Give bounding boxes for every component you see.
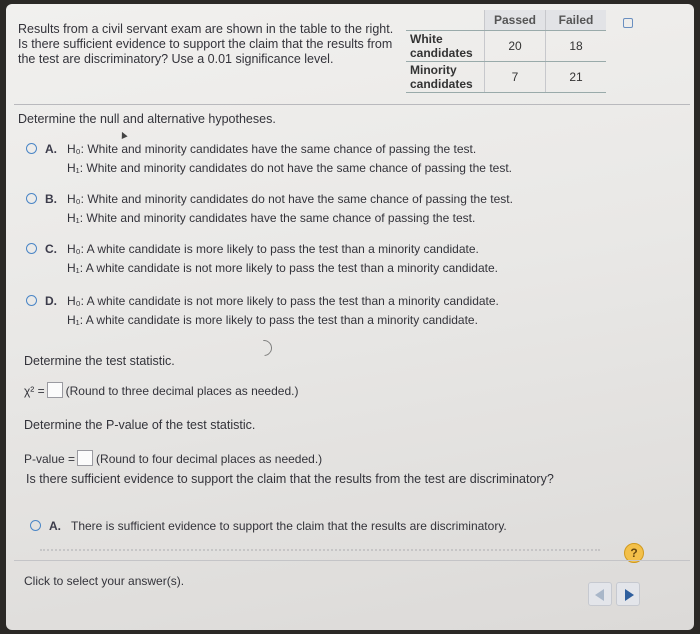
h0-text: A white candidate is more likely to pass the test than a minority candidate. xyxy=(86,242,479,256)
screen-glare xyxy=(253,337,276,360)
question-hypotheses: Determine the null and alternative hypotheses. xyxy=(18,112,276,126)
previous-button[interactable] xyxy=(588,582,612,606)
question-test-statistic: Determine the test statistic. xyxy=(24,354,175,368)
copy-table-icon[interactable] xyxy=(623,18,633,28)
status-text: Click to select your answer(s). xyxy=(24,574,185,588)
table-row xyxy=(406,62,606,93)
option-letter: A. xyxy=(49,519,61,533)
radio-icon[interactable] xyxy=(30,520,41,531)
chi-square-label: χ² = xyxy=(24,384,45,398)
arrow-left-icon xyxy=(595,589,604,601)
option-text: There is sufficient evidence to support the claim that the results are discriminatory. xyxy=(71,519,507,533)
h1-text: A white candidate is not more likely to pass the test than a minority candidate. xyxy=(85,261,498,275)
h0-text: A white candidate is not more likely to pass the test than a minority candidate. xyxy=(86,294,499,308)
h1-label: H₁: xyxy=(67,313,84,327)
option-letter: A. xyxy=(45,142,57,156)
h1-label: H₁: xyxy=(67,161,84,175)
option-letter: D. xyxy=(45,294,57,308)
table-row xyxy=(406,31,606,62)
cell-minority-passed: 7 xyxy=(485,62,546,93)
hidden-options-edge xyxy=(40,549,600,557)
h1-label: H₁: xyxy=(67,261,84,275)
question-panel xyxy=(6,4,694,630)
h1-text: White and minority candidates have the same chance of passing the test. xyxy=(86,211,476,225)
p-value-hint: (Round to four decimal places as needed.) xyxy=(96,452,323,466)
chi-square-hint: (Round to three decimal places as needed.) xyxy=(65,384,299,398)
column-header-failed: Failed xyxy=(546,10,607,31)
radio-icon[interactable] xyxy=(26,143,37,154)
h0-label: H₀: xyxy=(67,192,84,206)
cell-white-failed: 18 xyxy=(546,31,607,62)
question-conclusion: Is there sufficient evidence to support the claim that the results from the test are discriminatory? xyxy=(26,472,554,486)
cell-minority-failed: 21 xyxy=(546,62,607,93)
p-value-row xyxy=(24,450,322,466)
h0-text: White and minority candidates do not have the same chance of passing the test. xyxy=(87,192,513,206)
problem-statement: Results from a civil servant exam are shown in the table to the right. Is there sufficient evidence to support the claim that the results from the test are discriminatory? Use a 0.01 significance level. xyxy=(18,22,394,66)
radio-icon[interactable] xyxy=(26,243,37,254)
mouse-cursor-icon: ▲ xyxy=(115,127,131,143)
h0-text: White and minority candidates have the same chance of passing the test. xyxy=(87,142,477,156)
footer-divider xyxy=(14,560,690,561)
option-letter: C. xyxy=(45,242,57,256)
next-button[interactable] xyxy=(616,582,640,606)
row-header-white: White candidates xyxy=(406,31,485,62)
question-p-value: Determine the P-value of the test statistic. xyxy=(24,418,256,432)
chi-square-row xyxy=(24,382,298,398)
arrow-right-icon xyxy=(625,589,634,601)
h0-label: H₀: xyxy=(67,294,84,308)
radio-icon[interactable] xyxy=(26,295,37,306)
h0-label: H₀: xyxy=(67,142,84,156)
row-header-minority: Minority candidates xyxy=(406,62,485,93)
cell-white-passed: 20 xyxy=(485,31,546,62)
h1-text: White and minority candidates do not have the same chance of passing the test. xyxy=(86,161,512,175)
results-table xyxy=(406,10,606,93)
option-letter: B. xyxy=(45,192,57,206)
help-button[interactable]: ? xyxy=(624,543,644,563)
radio-icon[interactable] xyxy=(26,193,37,204)
p-value-label: P-value = xyxy=(24,452,76,466)
h1-label: H₁: xyxy=(67,211,84,225)
p-value-input[interactable] xyxy=(77,450,93,466)
table-corner xyxy=(406,10,485,31)
column-header-passed: Passed xyxy=(485,10,546,31)
section-divider xyxy=(14,104,690,105)
h0-label: H₀: xyxy=(67,242,84,256)
h1-text: A white candidate is more likely to pass the test than a minority candidate. xyxy=(85,313,478,327)
chi-square-input[interactable] xyxy=(47,382,63,398)
